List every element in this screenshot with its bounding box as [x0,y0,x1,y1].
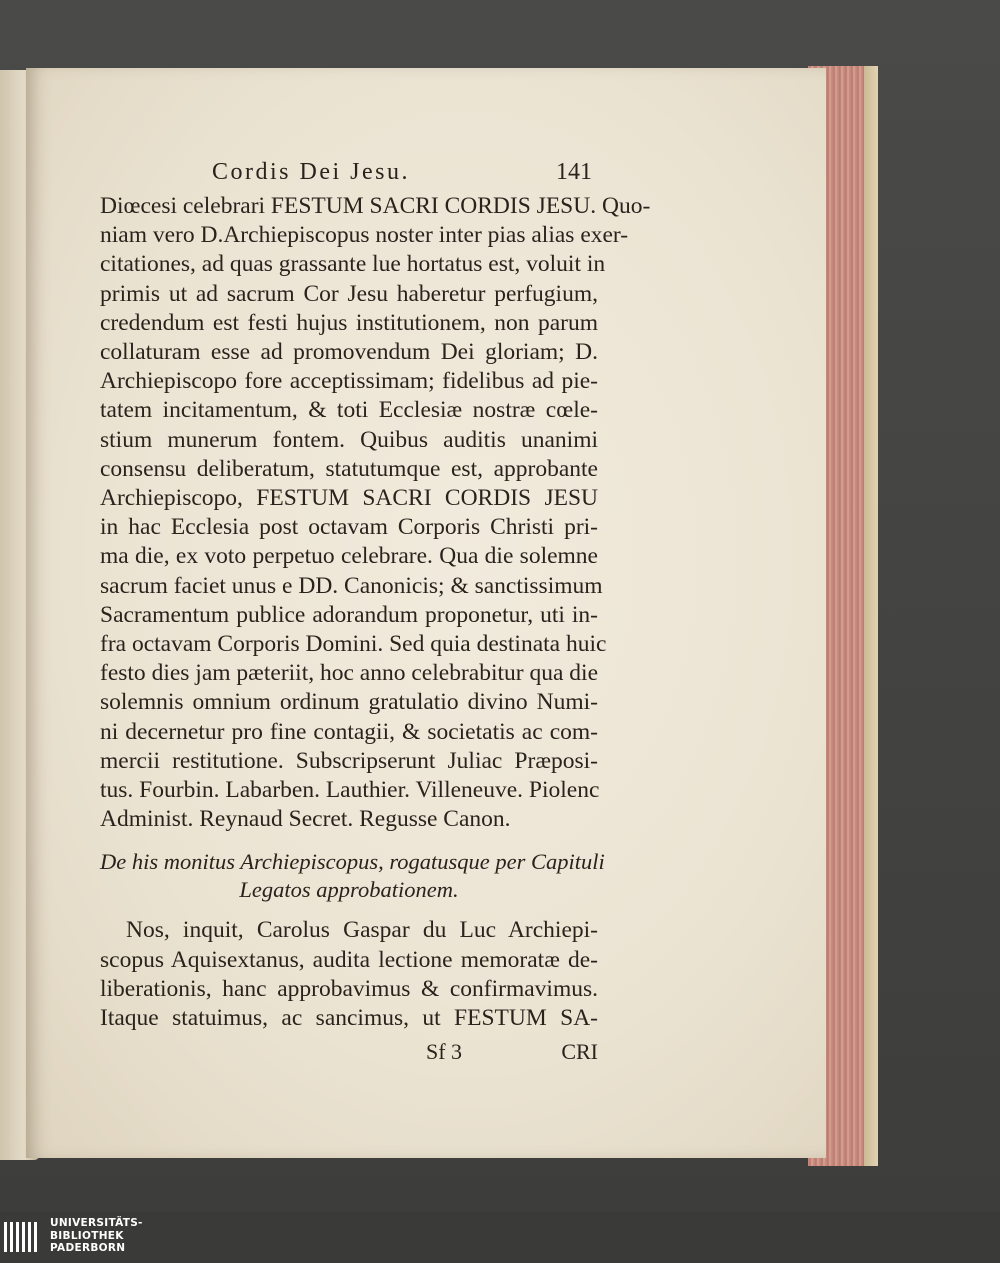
text-line: solemnis omnium ordinum gratulatio divino Numi- [100,689,598,716]
text-line: Diœcesi celebrari FESTUM SACRI CORDIS JESU. Quo- [100,193,651,219]
heading-line: Legatos approbationem. [239,877,459,903]
signature-mark: Sf 3 [426,1039,463,1065]
text-line: Administ. Reynaud Secret. Regusse Canon. [100,806,511,833]
library-logo-bar [0,1212,1000,1263]
text-line: collaturam esse ad promovendum Dei gloriam; D. [100,339,598,366]
text-line: primis ut ad sacrum Cor Jesu haberetur perfugium, [100,280,598,307]
text-line: tus. Fourbin. Labarben. Lauthier. Villeneuve. Piolenc [100,777,600,804]
catchword: CRI [561,1039,598,1065]
section-heading [100,848,605,904]
text-line: liberationis, hanc approbavimus & confirmavimus. [100,975,598,1002]
text-line: Archiepiscopo fore acceptissimam; fidelibus ad pie- [100,368,598,395]
text-line: sacrum faciet unus e DD. Canonicis; & sanctissimum [100,572,603,599]
text-line: Archiepiscopo, FESTUM SACRI CORDIS JESU [100,485,598,512]
page-footer [100,1037,598,1066]
paragraph-2 [100,916,598,1033]
page-header [100,158,598,192]
text-line: Sacramentum publice adorandum proponetur, uti in- [100,601,598,628]
library-name-line: UNIVERSITÄTS- [50,1217,143,1229]
text-line: in hac Ecclesia post octavam Corporis Christi pri- [100,514,598,541]
library-name [50,1217,143,1255]
page-number: 141 [556,159,592,185]
text-line: Itaque statuimus, ac sancimus, ut FESTUM SA- [100,1005,598,1032]
text-line: credendum est festi hujus institutionem, non parum [100,309,598,336]
library-logo-icon [2,1218,42,1256]
text-line: festo dies jam pæteriit, hoc anno celebrabitur qua die [100,660,598,687]
text-line: ni decernetur pro fine contagii, & societatis ac com- [100,718,598,745]
page-text-block [100,158,651,1066]
paragraph-1 [100,192,651,834]
text-line: scopus Aquisextanus, audita lectione memoratæ de- [100,946,598,973]
text-line: Nos, inquit, Carolus Gaspar du Luc Archiepi- [126,917,598,944]
text-line: mercii restitutione. Subscripserunt Juliac Præposi- [100,747,598,774]
text-line: tatem incitamentum, & toti Ecclesiæ nostræ cœle- [100,397,598,424]
text-line: stium munerum fontem. Quibus auditis unanimi [100,426,598,453]
heading-line: De his monitus Archiepiscopus, rogatusque per Capituli [100,849,605,875]
text-line: ma die, ex voto perpetuo celebrare. Qua die solemne [100,543,598,570]
text-line: consensu deliberatum, statutumque est, approbante [100,455,598,482]
library-name-line: PADERBORN [50,1242,126,1254]
library-name-line: BIBLIOTHEK [50,1229,124,1242]
running-head: Cordis Dei Jesu. [212,159,410,185]
text-line: fra octavam Corporis Domini. Sed quia destinata huic [100,631,607,658]
text-line: niam vero D.Archiepiscopus noster inter pias alias exer- [100,222,629,249]
text-line: citationes, ad quas grassante lue hortatus est, voluit in [100,251,606,278]
